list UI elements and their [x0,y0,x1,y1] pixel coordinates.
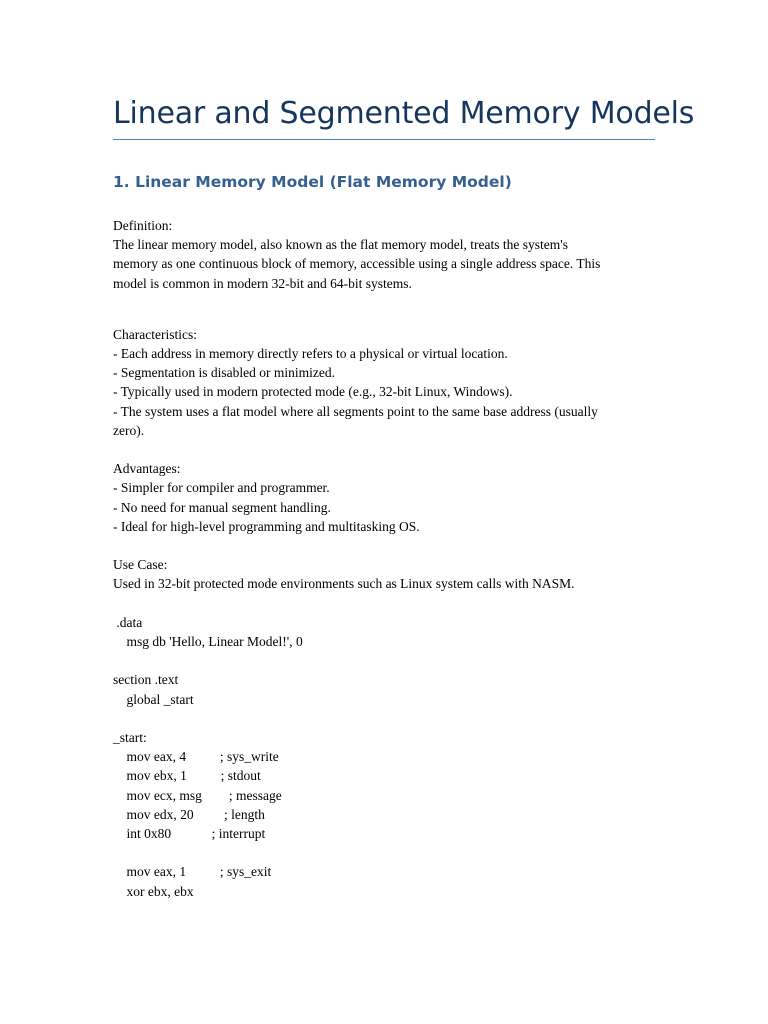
characteristics-line: - Segmentation is disabled or minimized. [113,365,335,381]
characteristics-line: zero). [113,422,145,438]
spacer [113,293,658,325]
spacer [113,651,658,670]
definition-line: The linear memory model, also known as the flat memory model, treats the system's [113,237,568,253]
section-body [113,216,658,901]
definition-label: Definition: [113,218,173,233]
characteristics-line: - Typically used in modern protected mode (e.g., 32-bit Linux, Windows). [113,384,513,400]
code-line: .data [113,614,143,630]
code-line: mov ecx, msg ; message [113,787,282,803]
spacer [113,843,658,862]
advantages-line: - Ideal for high-level programming and multitasking OS. [113,518,420,534]
definition-line: model is common in modern 32-bit and 64-bit systems. [113,275,412,291]
code-line: msg db 'Hello, Linear Model!', 0 [113,634,303,650]
advantages-line: - Simpler for compiler and programmer. [113,480,330,496]
code-line: mov ebx, 1 ; stdout [113,768,261,784]
definition-line: memory as one continuous block of memory, accessible using a single address space. This [113,256,601,272]
code-line: xor ebx, ebx [113,883,194,899]
code-line: _start: [113,730,147,745]
spacer [113,709,658,728]
code-line: mov edx, 20 ; length [113,806,265,822]
code-line: mov eax, 4 ; sys_write [113,749,279,765]
advantages-line: - No need for manual segment handling. [113,499,331,515]
characteristics-line: - The system uses a flat model where all segments point to the same base address (usually [113,403,598,419]
title-underline [113,139,655,140]
spacer [113,536,658,555]
use-case-line: Used in 32-bit protected mode environments such as Linux system calls with NASM. [113,576,575,592]
characteristics-line: - Each address in memory directly refers to a physical or virtual location. [113,346,508,362]
use-case-label: Use Case: [113,557,168,573]
code-line: section .text [113,672,179,688]
code-line: global _start [113,691,194,707]
characteristics-label: Characteristics: [113,326,197,342]
section-heading: 1. Linear Memory Model (Flat Memory Model) [113,173,512,191]
code-line: int 0x80 ; interrupt [113,826,266,842]
spacer [113,594,658,613]
spacer [113,440,658,459]
advantages-label: Advantages: [113,461,181,477]
code-line: mov eax, 1 ; sys_exit [113,864,272,880]
document-title: Linear and Segmented Memory Models [113,96,695,131]
